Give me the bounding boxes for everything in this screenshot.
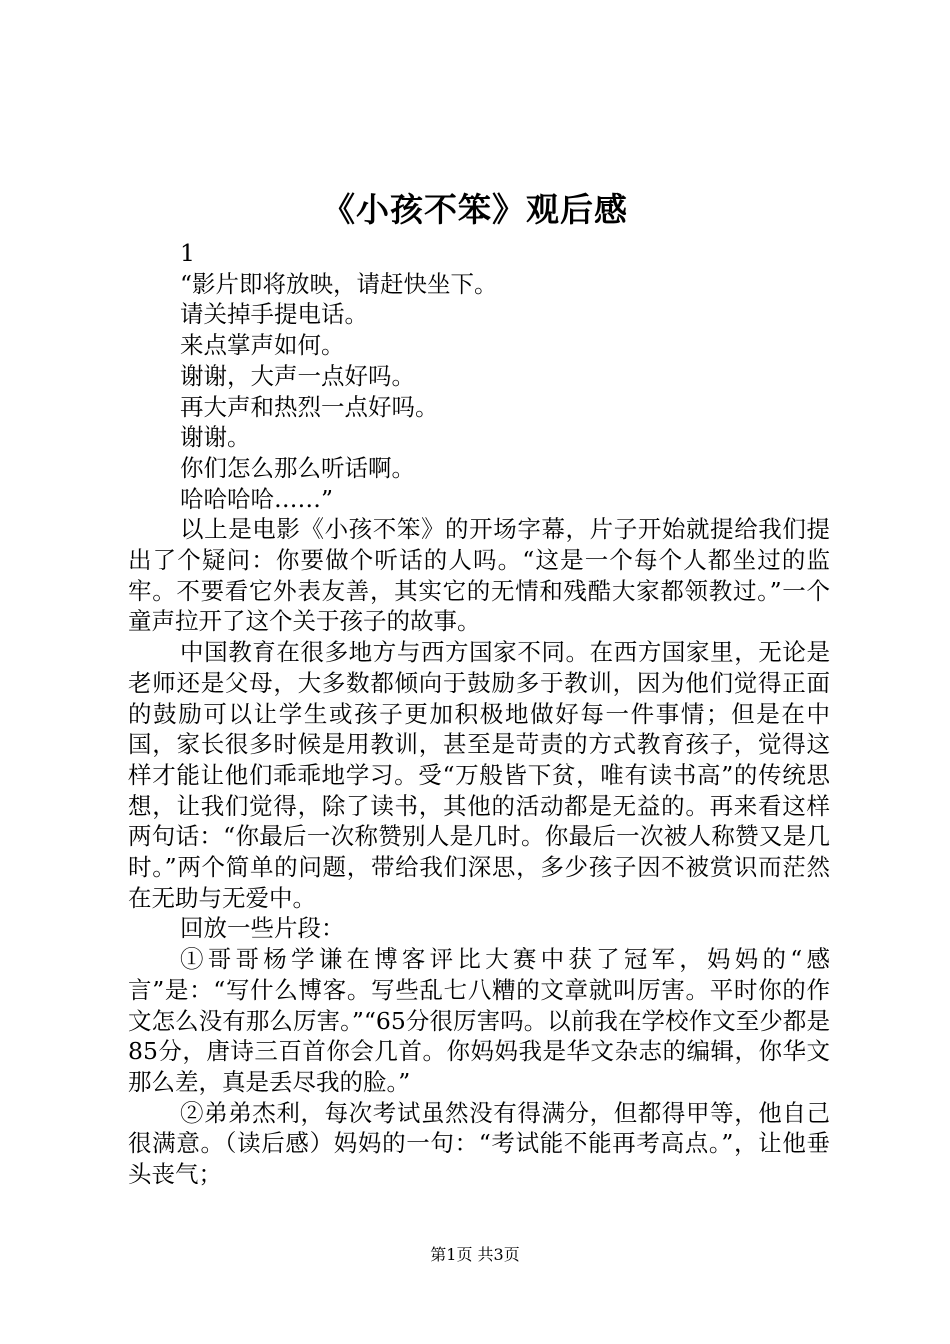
opening-line: 哈哈哈哈……”: [180, 484, 334, 513]
opening-line: 谢谢。: [180, 423, 251, 452]
paragraph-item-2: ②弟弟杰利，每次考试虽然没有得满分，但都得甲等，他自己很满意。（读后感）妈妈的一句：“考试能不能再考高点。”，让他垂头丧气；: [128, 1098, 830, 1189]
section-number: 1: [180, 239, 195, 267]
page-footer: 第1页 共3页: [430, 1245, 520, 1264]
document-body: [128, 238, 830, 1190]
opening-line: 请关掉手提电话。: [180, 300, 368, 329]
paragraph-education: 中国教育在很多地方与西方国家不同。在西方国家里，无论是老师还是父母，大多数都倾向于鼓励多于教训，因为他们觉得正面的鼓励可以让学生或孩子更加积极地做好每一件事情；但是在中国，家长很多时候是用教训，甚至是苛责的方式教育孩子，觉得这样才能让他们乖乖地学习。受“万般皆下贫，唯有读书高”的传统思想，让我们觉得，除了读书，其他的活动都是无益的。再来看这样两句话：“你最后一次称赞别人是几时。你最后一次被人称赞又是几时。”两个简单的问题，带给我们深思，多少孩子因不被赏识而茫然在无助与无爱中。: [128, 638, 830, 912]
opening-line: 来点掌声如何。: [180, 331, 345, 360]
opening-line: “影片即将放映，请赶快坐下。: [180, 269, 498, 298]
opening-line: 再大声和热烈一点好吗。: [180, 392, 439, 421]
paragraph-item-1: ①哥哥杨学谦在博客评比大赛中获了冠军，妈妈的“感言”是：“写什么博客。写些乱七八糟的文章就叫厉害。平时你的作文怎么没有那么厉害。”“65分很厉害吗。以前我在学校作文至少都是85分，唐诗三百首你会几首。你妈妈我是华文杂志的编辑，你华文那么差，真是丢尽我的脸。”: [128, 945, 830, 1096]
opening-line: 谢谢，大声一点好吗。: [180, 361, 415, 390]
document-title: 《小孩不笨》观后感: [322, 190, 628, 229]
opening-line: 你们怎么那么听话啊。: [180, 453, 415, 482]
paragraph-replay-heading: 回放一些片段：: [180, 914, 345, 943]
paragraph-intro: 以上是电影《小孩不笨》的开场字幕，片子开始就提给我们提出了个疑问：你要做个听话的人吗。“这是一个每个人都坐过的监牢。不要看它外表友善，其实它的无情和残酷大家都领教过。”一个童声拉开了这个关于孩子的故事。: [128, 515, 830, 636]
